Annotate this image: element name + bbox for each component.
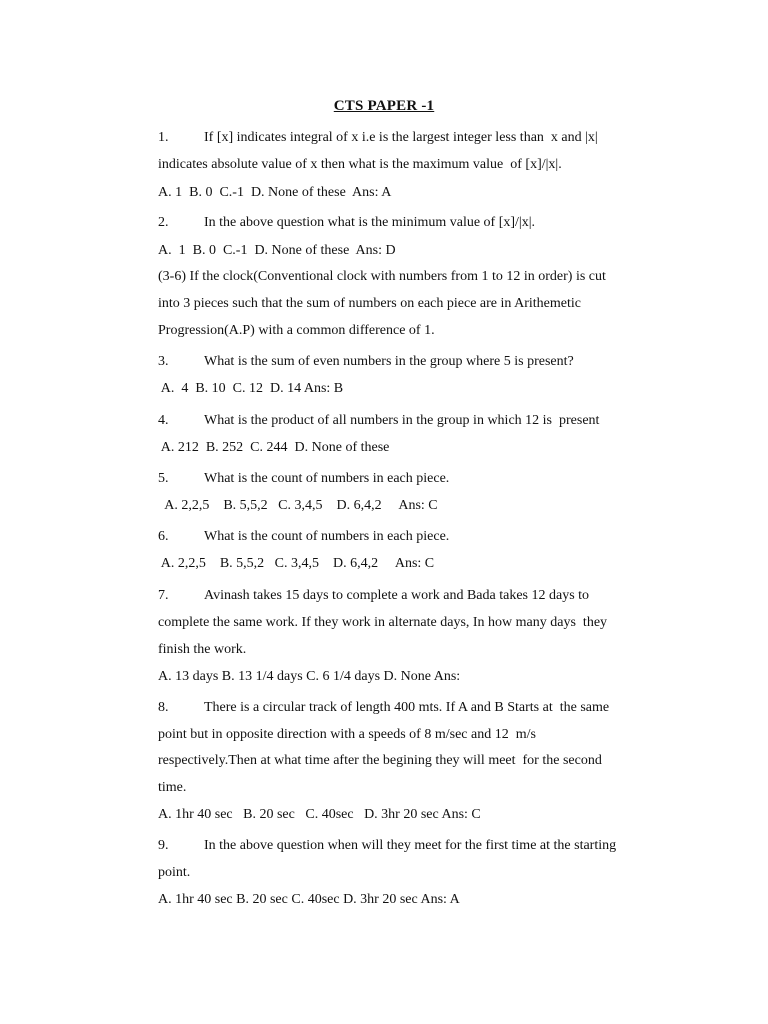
page-title: CTS PAPER -1 xyxy=(333,98,435,114)
intro-line-3: Progression(A.P) with a common difference of 1. xyxy=(158,323,435,338)
question-7-line-1 xyxy=(158,587,589,605)
question-text: Avinash takes 15 days to complete a work and Bada takes 12 days to xyxy=(204,588,590,603)
question-text: What is the sum of even numbers in the group where 5 is present? xyxy=(204,354,574,369)
question-number: 4. xyxy=(158,413,169,428)
question-9-line-2: point. xyxy=(158,865,191,880)
question-text: What is the count of numbers in each piece. xyxy=(204,471,450,486)
question-9-options: A. 1hr 40 sec B. 20 sec C. 40sec D. 3hr 20 sec Ans: A xyxy=(158,892,460,907)
question-6-line-1 xyxy=(158,528,449,546)
question-1-line-2: indicates absolute value of x then what is the maximum value of [x]/|x|. xyxy=(158,157,562,172)
intro-line-2: into 3 pieces such that the sum of numbers on each piece are in Arithemetic xyxy=(158,296,581,311)
question-number: 5. xyxy=(158,471,169,486)
question-number: 8. xyxy=(158,700,169,715)
question-number: 2. xyxy=(158,215,169,230)
question-number: 1. xyxy=(158,130,169,145)
question-4-options: A. 212 B. 252 C. 244 D. None of these xyxy=(158,440,390,455)
question-7-options: A. 13 days B. 13 1/4 days C. 6 1/4 days D. None Ans: xyxy=(158,669,461,684)
question-number: 3. xyxy=(158,354,169,369)
question-number: 7. xyxy=(158,588,169,603)
question-8-line-3: respectively.Then at what time after the begining they will meet for the second xyxy=(158,753,602,768)
question-6-options: A. 2,2,5 B. 5,5,2 C. 3,4,5 D. 6,4,2 Ans: C xyxy=(158,556,435,571)
question-text: What is the count of numbers in each piece. xyxy=(204,529,450,544)
question-8-line-1 xyxy=(158,699,609,717)
question-number: 6. xyxy=(158,529,169,544)
question-1-options: A. 1 B. 0 C.-1 D. None of these Ans: A xyxy=(158,185,392,200)
question-5-line-1 xyxy=(158,470,449,488)
question-2-line-1 xyxy=(158,214,535,232)
question-2-options: A. 1 B. 0 C.-1 D. None of these Ans: D xyxy=(158,243,396,258)
question-8-line-4: time. xyxy=(158,780,187,795)
intro-line-1: (3-6) If the clock(Conventional clock with numbers from 1 to 12 in order) is cut xyxy=(158,269,606,284)
question-text: If [x] indicates integral of x i.e is the largest integer less than x and |x| xyxy=(204,130,598,145)
question-text: There is a circular track of length 400 mts. If A and B Starts at the same xyxy=(204,700,610,715)
question-text: What is the product of all numbers in the group in which 12 is present xyxy=(204,413,600,428)
question-4-line-1 xyxy=(158,412,599,430)
question-8-line-2: point but in opposite direction with a speeds of 8 m/sec and 12 m/s xyxy=(158,727,536,742)
question-9-line-1 xyxy=(158,837,616,855)
question-5-options: A. 2,2,5 B. 5,5,2 C. 3,4,5 D. 6,4,2 Ans: C xyxy=(158,498,438,513)
question-number: 9. xyxy=(158,838,169,853)
question-text: In the above question what is the minimum value of [x]/|x|. xyxy=(204,215,536,230)
question-1-line-1 xyxy=(158,129,598,147)
question-text: In the above question when will they meet for the first time at the starting xyxy=(204,838,617,853)
question-7-line-3: finish the work. xyxy=(158,642,247,657)
question-7-line-2: complete the same work. If they work in alternate days, In how many days they xyxy=(158,615,608,630)
question-3-options: A. 4 B. 10 C. 12 D. 14 Ans: B xyxy=(158,381,344,396)
question-3-line-1 xyxy=(158,353,574,371)
question-8-options: A. 1hr 40 sec B. 20 sec C. 40sec D. 3hr 20 sec Ans: C xyxy=(158,807,481,822)
